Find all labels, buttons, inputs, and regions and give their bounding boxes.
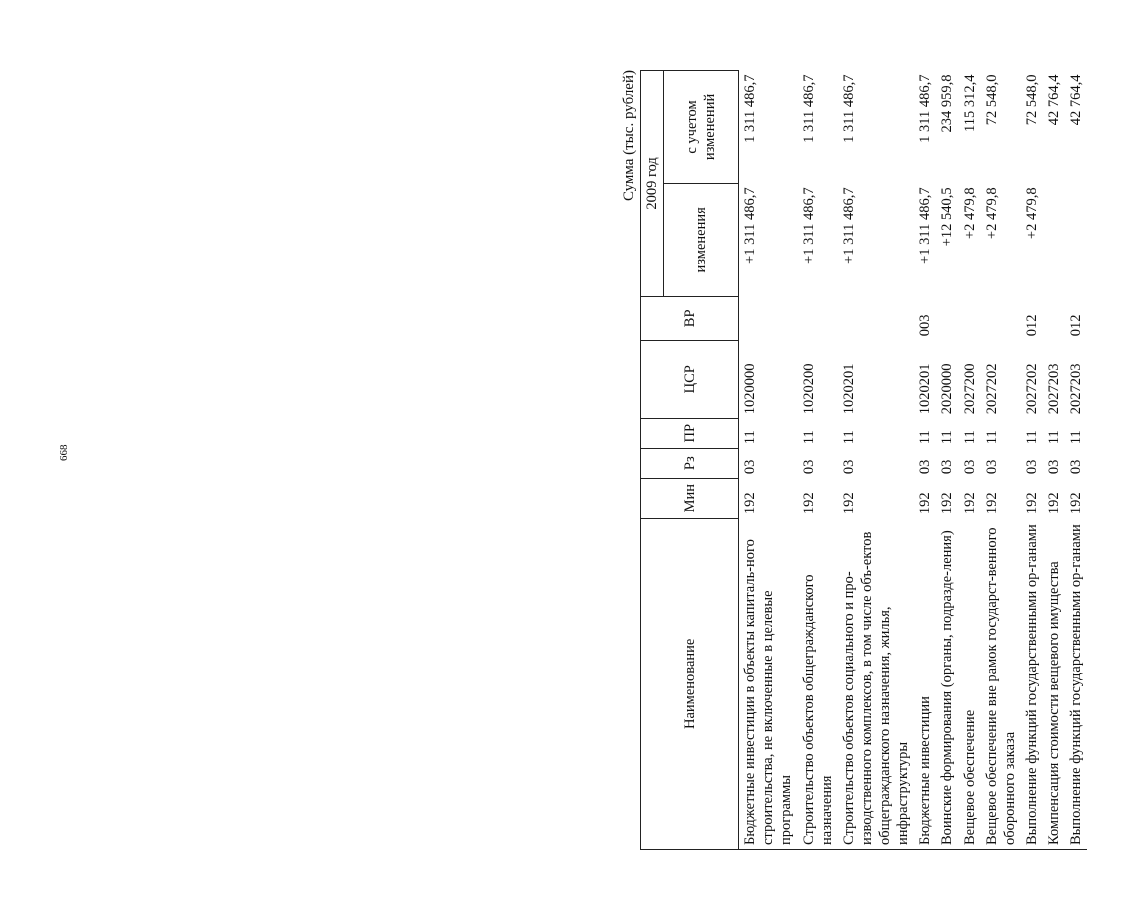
row-name: Вещевое обеспечение вне рамок государст-венного оборонного заказа xyxy=(981,518,1021,849)
row-name: Компенсация стоимости вещевого имущества xyxy=(1043,518,1065,849)
row-min: 192 xyxy=(800,492,817,515)
table-row xyxy=(914,71,936,850)
row-rz: 03 xyxy=(840,459,857,475)
row-total: 234 959,8 xyxy=(939,74,956,133)
row-csr: 2020000 xyxy=(939,363,956,415)
row-name: Строительство объектов социального и про-изводственного комплексов, в том числе объ-ектов общегражданского назначения, жилья, инфраструктуры xyxy=(838,518,915,849)
row-pr: 11 xyxy=(800,430,817,445)
row-vr xyxy=(798,296,838,340)
row-min: 192 xyxy=(1068,492,1085,515)
row-min: 192 xyxy=(983,492,1000,515)
row-vr xyxy=(1043,296,1065,340)
row-rz: 03 xyxy=(939,459,956,475)
row-csr: 2027203 xyxy=(1046,363,1062,415)
row-rz: 03 xyxy=(1046,459,1062,475)
row-min: 192 xyxy=(1046,492,1062,515)
row-rz: 03 xyxy=(917,459,934,475)
row-total: 72 548,0 xyxy=(983,74,1000,126)
row-pr: 11 xyxy=(1023,430,1040,445)
row-name: Строительство объектов общегражданского назначения xyxy=(798,518,838,849)
row-rz: 03 xyxy=(1023,459,1040,475)
row-vr: 003 xyxy=(917,314,934,337)
table-row xyxy=(739,71,798,850)
row-rz: 03 xyxy=(742,459,759,475)
row-pr: 11 xyxy=(1046,430,1062,445)
row-name: Бюджетные инвестиции в объекты капиталь-ного строительства, не включенные в целевые программы xyxy=(739,518,798,849)
row-csr: 2027202 xyxy=(983,363,1000,415)
row-rz: 03 xyxy=(1068,459,1085,475)
row-name: Выполнение функций государственными ор-ганами xyxy=(1021,518,1043,849)
header-rz: Рз xyxy=(641,448,739,478)
row-pr: 11 xyxy=(939,430,956,445)
row-change: +2 479,8 xyxy=(983,187,1000,240)
table-row xyxy=(959,71,981,850)
row-change xyxy=(1065,183,1087,296)
row-total: 1 311 486,7 xyxy=(917,74,934,143)
header-changes: изменения xyxy=(664,183,739,296)
row-vr xyxy=(838,296,915,340)
row-change: +2 479,8 xyxy=(961,187,978,240)
row-change: +2 479,8 xyxy=(1023,187,1040,240)
table-row xyxy=(798,71,838,850)
table-row xyxy=(1021,71,1043,850)
row-pr: 11 xyxy=(983,430,1000,445)
row-name: Воинские формирования (органы, подразде-ления) xyxy=(936,518,958,849)
budget-table xyxy=(640,70,1087,850)
unit-caption: Сумма (тыс. рублей) xyxy=(621,70,637,202)
row-min: 192 xyxy=(840,492,857,515)
row-pr: 11 xyxy=(742,430,759,445)
row-name: Вещевое обеспечение xyxy=(959,518,981,849)
header-vr: ВР xyxy=(641,296,739,340)
page-number: 668 xyxy=(58,444,70,461)
row-csr: 1020200 xyxy=(800,363,817,415)
row-rz: 03 xyxy=(961,459,978,475)
row-csr: 1020201 xyxy=(840,363,857,415)
row-name: Выполнение функций государственными ор-ганами xyxy=(1065,518,1087,849)
header-name: Наименование xyxy=(641,518,739,849)
header-pr: ПР xyxy=(641,418,739,448)
header-min: Мин xyxy=(641,478,739,518)
row-pr: 11 xyxy=(917,430,934,445)
table-row xyxy=(1065,71,1087,850)
row-pr: 11 xyxy=(961,430,978,445)
row-min: 192 xyxy=(961,492,978,515)
row-total: 1 311 486,7 xyxy=(800,74,817,143)
row-total: 42 764,4 xyxy=(1046,74,1062,126)
row-csr: 1020201 xyxy=(917,363,934,415)
row-change: +1 311 486,7 xyxy=(840,187,857,264)
row-vr xyxy=(959,296,981,340)
row-rz: 03 xyxy=(983,459,1000,475)
row-change: +1 311 486,7 xyxy=(800,187,817,264)
row-min: 192 xyxy=(917,492,934,515)
row-min: 192 xyxy=(939,492,956,515)
row-total: 1 311 486,7 xyxy=(742,74,759,143)
table-row xyxy=(936,71,958,850)
row-min: 192 xyxy=(1023,492,1040,515)
row-total: 1 311 486,7 xyxy=(840,74,857,143)
row-pr: 11 xyxy=(840,430,857,445)
row-pr: 11 xyxy=(1068,430,1085,445)
row-vr xyxy=(739,296,798,340)
header-csr: ЦСР xyxy=(641,340,739,418)
header-year: 2009 год xyxy=(641,71,664,297)
header-with-changes: с учетом изменений xyxy=(664,71,739,184)
row-total: 72 548,0 xyxy=(1023,74,1040,126)
row-total: 42 764,4 xyxy=(1068,74,1085,126)
row-change xyxy=(1043,183,1065,296)
row-change: +1 311 486,7 xyxy=(917,187,934,264)
row-csr: 1020000 xyxy=(742,363,759,415)
budget-table-page xyxy=(620,70,1140,850)
row-csr: 2027202 xyxy=(1023,363,1040,415)
row-vr xyxy=(981,296,1021,340)
row-name: Бюджетные инвестиции xyxy=(914,518,936,849)
row-csr: 2027203 xyxy=(1068,363,1085,415)
table-row xyxy=(1043,71,1065,850)
row-vr: 012 xyxy=(1068,314,1085,337)
row-vr: 012 xyxy=(1023,314,1040,337)
row-rz: 03 xyxy=(800,459,817,475)
row-total: 115 312,4 xyxy=(961,74,978,132)
row-min: 192 xyxy=(742,492,759,515)
table-row xyxy=(981,71,1021,850)
row-change: +1 311 486,7 xyxy=(742,187,759,264)
row-vr xyxy=(936,296,958,340)
table-row xyxy=(838,71,915,850)
row-csr: 2027200 xyxy=(961,363,978,415)
row-change: +12 540,5 xyxy=(939,187,956,247)
